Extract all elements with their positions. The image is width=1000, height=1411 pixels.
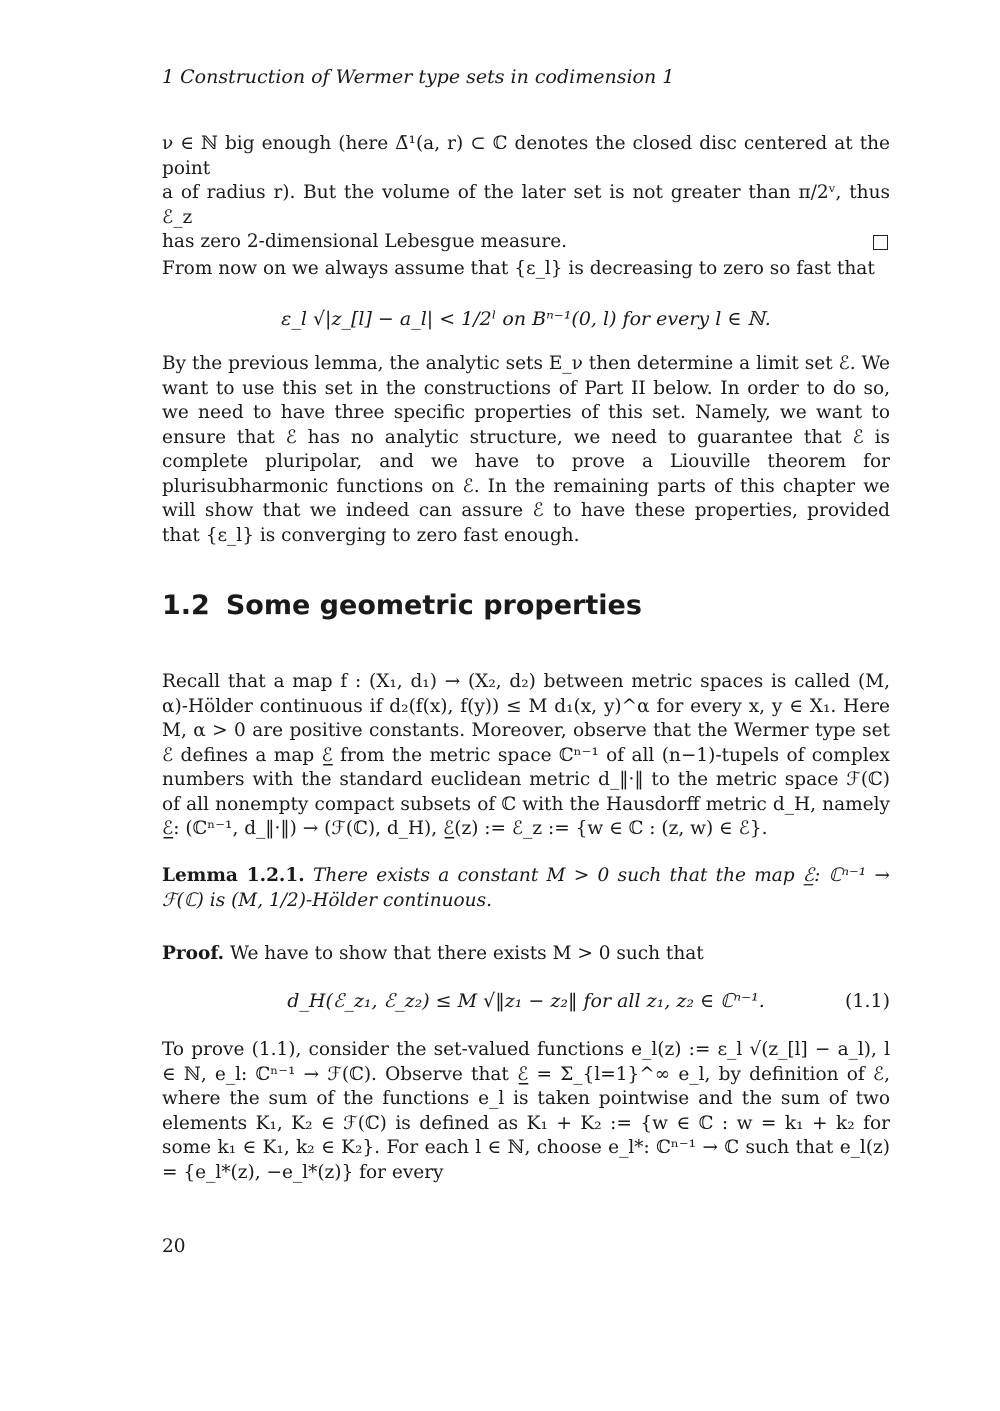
paragraph-assume (162, 257, 890, 282)
equation-text: d_H(ℰ_z₁, ℰ_z₂) ≤ M √‖z₁ − z₂‖ for all z₁, z₂ ∈ ℂⁿ⁻¹. (287, 990, 765, 1012)
display-equation-2 (162, 988, 890, 1014)
equation-number: (1.1) (844, 990, 890, 1012)
paragraph-text: Recall that a map f : (X₁, d₁) → (X₂, d₂) between metric spaces is called (M, α)-Hölder continuous if d₂(f(x), f(y)) ≤ M d₁(x, y)^α for every x, y ∈ X₁. Here M, α > 0 are positive constants. Moreover, observe that the Wermer type set ℰ defines a map ℰ̲ from the metric space ℂⁿ⁻¹ of all (n−1)-tupels of complex numbers with the standard euclidean metric d_‖·‖ to the metric space ℱ(ℂ) of all nonempty compact subsets of ℂ with the Hausdorff metric d_H, namely ℰ̲: (ℂⁿ⁻¹, d_‖·‖) → (ℱ(ℂ), d_H), ℰ̲(z) := ℰ_z := {w ∈ ℂ : (z, w) ∈ ℰ}. (162, 671, 890, 839)
lemma-label: Lemma 1.2.1. (162, 865, 305, 886)
display-equation-1 (162, 306, 890, 332)
section-title-text: Some geometric properties (225, 590, 642, 621)
paragraph-limit-set (162, 352, 890, 548)
lemma-block (162, 864, 890, 913)
equation-text: ε_l √|z_[l] − a_l| < 1/2ˡ on Bⁿ⁻¹(0, l) for every l ∈ ℕ. (281, 308, 771, 330)
paragraph-text: From now on we always assume that {ε_l} is decreasing to zero so fast that (162, 258, 875, 279)
lemma-statement: There exists a constant M > 0 such that the map ℰ̲: ℂⁿ⁻¹ → ℱ(ℂ) is (M, 1/2)-Hölder continuous. (162, 865, 890, 911)
paragraph-text: To prove (1.1), consider the set-valued functions e_l(z) := ε_l √(z_[l] − a_l), l ∈ ℕ, e_l: ℂⁿ⁻¹ → ℱ(ℂ). Observe that ℰ̲ = Σ_{l=1}^∞ e_l, by definition of ℰ, where the sum of the functions e_l is taken pointwise and the sum of two elements K₁, K₂ ∈ ℱ(ℂ) is defined as K₁ + K₂ := {w ∈ ℂ : w = k₁ + k₂ for some k₁ ∈ K₁, k₂ ∈ K₂}. For each l ∈ ℕ, choose e_l*: ℂⁿ⁻¹ → ℂ such that e_l(z) = {e_l*(z), −e_l*(z)} for every (162, 1039, 890, 1183)
running-head: 1 Construction of Wermer type sets in codimension 1 (162, 66, 675, 88)
qed-line (162, 230, 890, 255)
proof-block (162, 942, 890, 967)
paragraph-text: By the previous lemma, the analytic sets E_ν then determine a limit set ℰ. We want to use this set in the constructions of Part II below. In order to do so, we need to have three specific properties of this set. Namely, we want to ensure that ℰ has no analytic structure, we need to guarantee that ℰ is complete pluripolar, and we have to prove a Liouville theorem for plurisubharmonic functions on ℰ. In the remaining parts of this chapter we will show that we indeed can assure ℰ to have these properties, provided that {ε_l} is converging to zero fast enough. (162, 353, 890, 546)
text-line: ν ∈ ℕ big enough (here Δ̄¹(a, r) ⊂ ℂ denotes the closed disc centered at the point (162, 133, 890, 179)
proof-text: We have to show that there exists M > 0 such that (229, 943, 704, 964)
text-line: has zero 2-dimensional Lebesgue measure. (162, 231, 568, 252)
proof-label: Proof. (162, 943, 225, 964)
text-line: a of radius r). But the volume of the later set is not greater than π/2ᵛ, thus ℰ_z (162, 182, 890, 228)
paragraph-prove (162, 1038, 890, 1185)
paragraph-closing-proof (162, 132, 890, 255)
section-number: 1.2 (162, 590, 210, 621)
qed-square-icon (873, 235, 888, 250)
page-number: 20 (162, 1236, 186, 1257)
section-heading (162, 590, 658, 621)
paragraph-holder (162, 670, 890, 842)
